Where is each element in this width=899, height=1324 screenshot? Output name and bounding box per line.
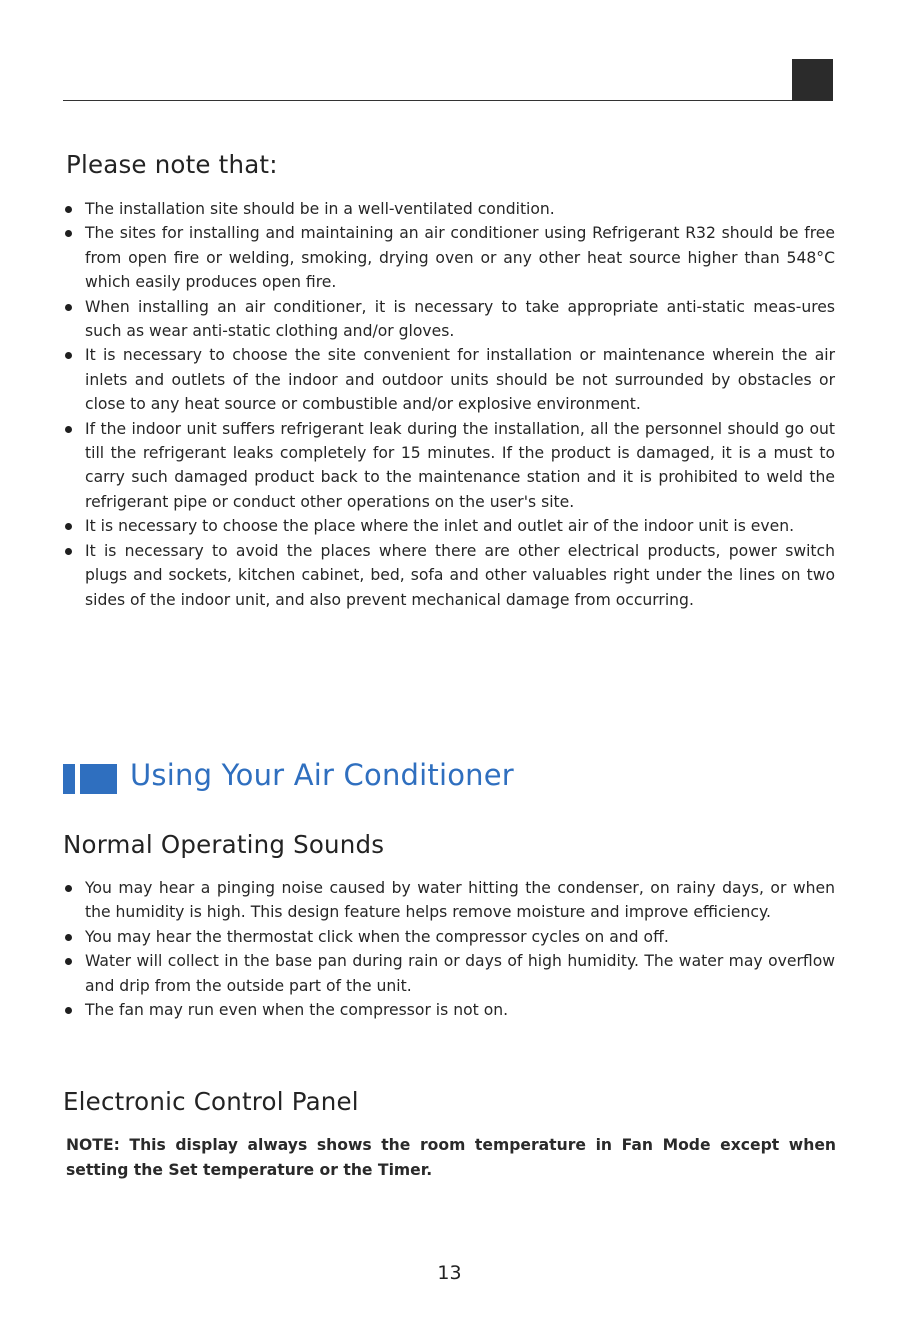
list-item: The sites for installing and maintaining an air conditioner using Refrigerant R32 should be free from open fire or welding, smoking, drying oven or any other heat source higher than 548°C which easily produces open fire. xyxy=(63,221,835,294)
header-rule xyxy=(63,100,833,101)
list-item: The fan may run even when the compressor is not on. xyxy=(63,998,835,1022)
control-panel-note: NOTE: This display always shows the room temperature in Fan Mode except when setting the Set temperature or the Timer. xyxy=(66,1136,836,1179)
list-item: When installing an air conditioner, it is necessary to take appropriate anti-static meas-ures such as wear anti-static clothing and/or gloves. xyxy=(63,295,835,344)
please-note-list xyxy=(63,197,835,612)
list-item: You may hear the thermostat click when the compressor cycles on and off. xyxy=(63,925,835,949)
list-item: Water will collect in the base pan during rain or days of high humidity. The water may overflow and drip from the outside part of the unit. xyxy=(63,949,835,998)
header-tab-block xyxy=(792,59,833,101)
section-marker-large xyxy=(80,764,117,794)
please-note-heading: Please note that: xyxy=(66,150,278,179)
list-item: The installation site should be in a well-ventilated condition. xyxy=(63,197,835,221)
list-item: It is necessary to choose the place where the inlet and outlet air of the indoor unit is even. xyxy=(63,514,835,538)
list-item: It is necessary to avoid the places where there are other electrical products, power switch plugs and sockets, kitchen cabinet, bed, sofa and other valuables right under the lines on two sides of the indoor unit, and also prevent mechanical damage from occurring. xyxy=(63,539,835,612)
list-item: You may hear a pinging noise caused by water hitting the condenser, on rainy days, or when the humidity is high. This design feature helps remove moisture and improve efficiency. xyxy=(63,876,835,925)
section-marker-small xyxy=(63,764,75,794)
page-number: 13 xyxy=(437,1262,462,1284)
list-item: It is necessary to choose the site convenient for installation or maintenance wherein the air inlets and outlets of the indoor and outdoor units should be not surrounded by obstacles or close to any heat source or combustible and/or explosive environment. xyxy=(63,343,835,416)
normal-sounds-heading: Normal Operating Sounds xyxy=(63,830,385,859)
list-item: If the indoor unit suffers refrigerant leak during the installation, all the personnel should go out till the refrigerant leaks completely for 15 minutes. If the product is damaged, it is a must to carry such damaged product back to the maintenance station and it is prohibited to weld the refrigerant pipe or conduct other operations on the user's site. xyxy=(63,417,835,515)
normal-sounds-list xyxy=(63,876,835,1022)
section-title: Using Your Air Conditioner xyxy=(130,758,514,792)
control-panel-heading: Electronic Control Panel xyxy=(63,1087,359,1116)
